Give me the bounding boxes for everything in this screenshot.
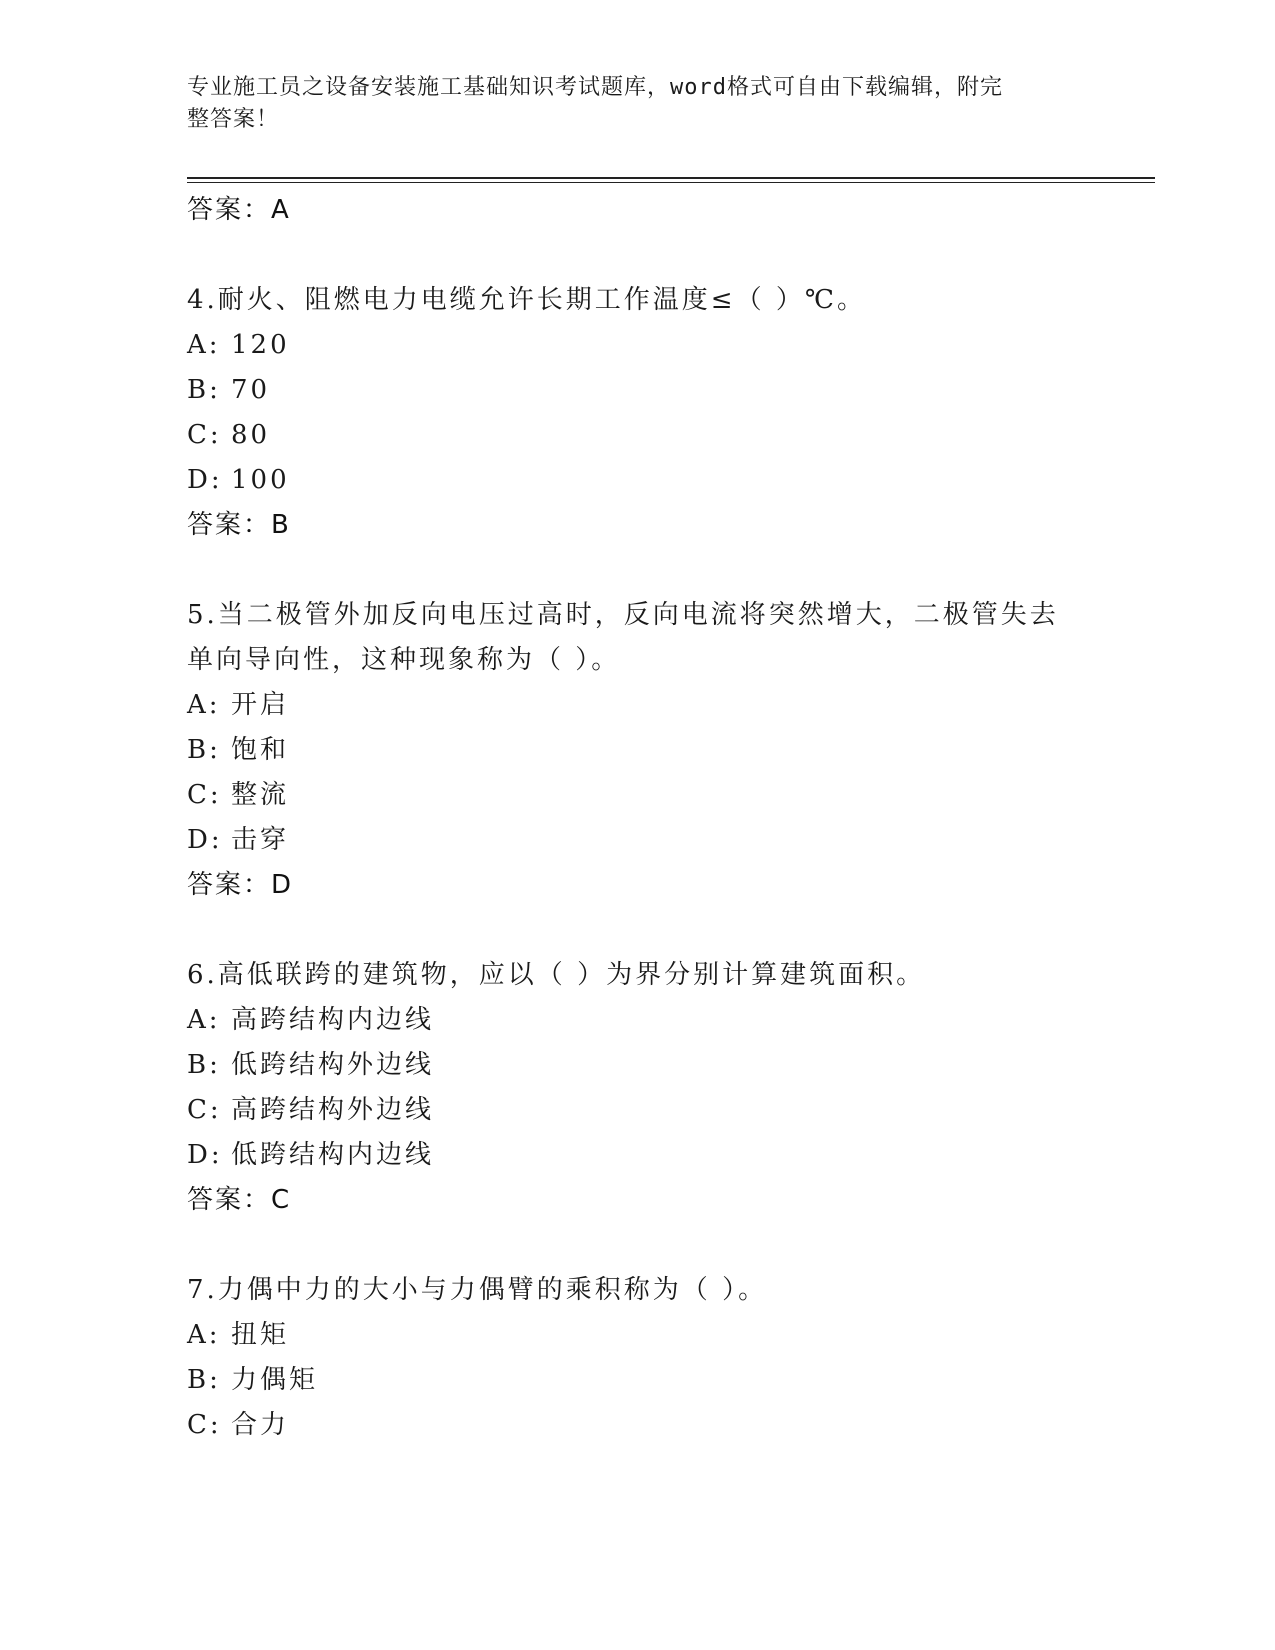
option-key: A: (187, 690, 221, 720)
spacer (187, 908, 1087, 953)
option-text: 击穿 (231, 825, 290, 855)
option-text: 力偶矩 (231, 1365, 319, 1395)
option-c (187, 413, 1087, 458)
question-stem: 4.耐火、阻燃电力电缆允许长期工作温度≤（ ）℃。 (187, 285, 866, 315)
question-stem: 7.力偶中力的大小与力偶臂的乘积称为（ ）。 (187, 1275, 768, 1305)
option-key: A: (187, 1005, 221, 1035)
option-d (187, 458, 1087, 503)
option-text: 整流 (231, 780, 290, 810)
option-key: D: (187, 825, 223, 855)
option-text: 120 (231, 330, 290, 360)
header-rule-thick (187, 177, 1155, 179)
option-key: C: (187, 1410, 222, 1440)
option-text: 70 (231, 375, 271, 405)
option-text: 低跨结构外边线 (231, 1050, 435, 1080)
header-rule-thin (187, 182, 1155, 183)
question-block (187, 593, 1087, 908)
option-text: 高跨结构外边线 (231, 1095, 435, 1125)
option-text: 合力 (231, 1410, 290, 1440)
option-text: 开启 (231, 690, 290, 720)
option-text: 高跨结构内边线 (231, 1005, 435, 1035)
option-b (187, 1358, 1087, 1403)
option-a (187, 683, 1087, 728)
option-text: 低跨结构内边线 (231, 1140, 435, 1170)
spacer (187, 233, 1087, 278)
question-stem: 5.当二极管外加反向电压过高时，反向电流将突然增大，二极管失去 (187, 600, 1059, 630)
option-key: D: (187, 465, 223, 495)
option-key: A: (187, 330, 221, 360)
option-b (187, 1043, 1087, 1088)
answer-line: 答案：C (187, 1185, 292, 1215)
option-key: B: (187, 1050, 221, 1080)
option-key: C: (187, 1095, 222, 1125)
question-block (187, 953, 1087, 1223)
header-line-2: 整答案！ (187, 107, 280, 132)
option-text: 饱和 (231, 735, 290, 765)
option-b (187, 728, 1087, 773)
question-block (187, 1268, 1087, 1448)
option-key: B: (187, 1365, 221, 1395)
question-stem: 6.高低联跨的建筑物，应以（ ）为界分别计算建筑面积。 (187, 960, 926, 990)
question-stem-continued: 单向导向性，这种现象称为（ ）。 (187, 645, 621, 675)
option-text: 80 (231, 420, 271, 450)
option-a (187, 323, 1087, 368)
spacer (187, 548, 1087, 593)
option-key: C: (187, 420, 222, 450)
answer-line: 答案：D (187, 870, 294, 900)
question-block (187, 278, 1087, 548)
option-d (187, 818, 1087, 863)
option-a (187, 1313, 1087, 1358)
document-header (187, 72, 1067, 136)
header-line-1: 专业施工员之设备安装施工基础知识考试题库，word格式可自由下载编辑，附完 (187, 75, 1003, 100)
option-key: B: (187, 735, 221, 765)
option-key: A: (187, 1320, 221, 1350)
option-text: 扭矩 (231, 1320, 290, 1350)
option-c (187, 1403, 1087, 1448)
option-d (187, 1133, 1087, 1178)
option-key: B: (187, 375, 221, 405)
option-key: C: (187, 780, 222, 810)
spacer (187, 1223, 1087, 1268)
option-key: D: (187, 1140, 223, 1170)
option-c (187, 773, 1087, 818)
option-a (187, 998, 1087, 1043)
question-content (187, 188, 1087, 1448)
answer-line: 答案：B (187, 510, 291, 540)
option-text: 100 (231, 465, 290, 495)
option-c (187, 1088, 1087, 1133)
answer-line: 答案：A (187, 195, 291, 225)
option-b (187, 368, 1087, 413)
